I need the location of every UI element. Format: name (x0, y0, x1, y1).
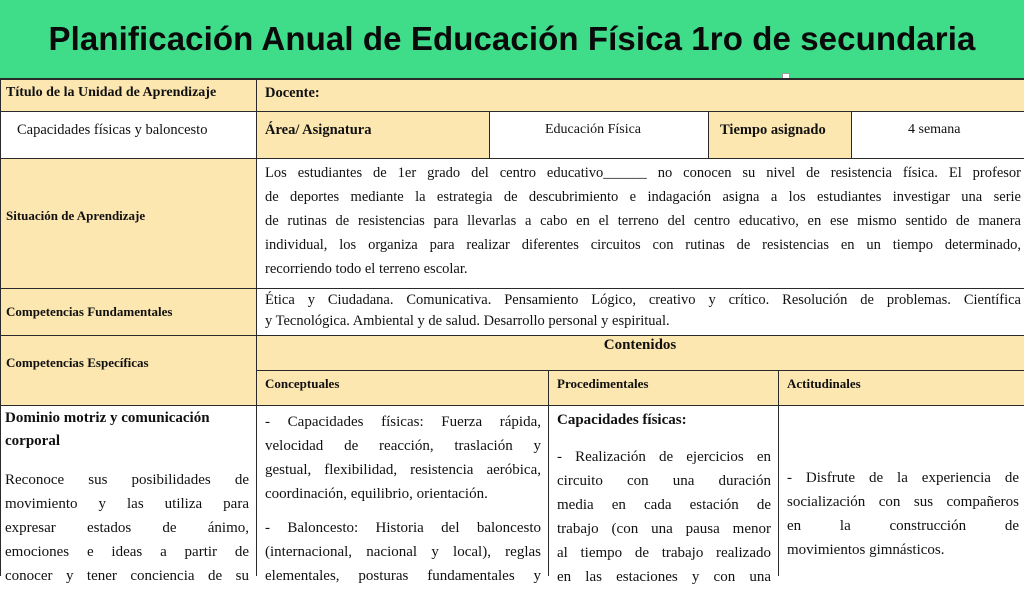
procedimentales-content-cell (548, 405, 778, 585)
table-border (256, 78, 257, 576)
area-label-cell (256, 111, 489, 158)
planning-table (0, 78, 1024, 585)
actitudinales-content-cell (778, 405, 1024, 576)
contenidos-cell (256, 335, 1024, 370)
table-border (489, 111, 490, 158)
dominio-cell (0, 405, 256, 584)
unit-title-label-cell (0, 78, 256, 111)
situacion-line: de rutinas de resistencias para llevarlas a cabo en el terreno del centro educativo, en ese mismo sentido de manera (265, 213, 1021, 229)
tiempo-label: Tiempo asignado (720, 122, 826, 138)
fundamentales-label: Competencias Fundamentales (6, 304, 173, 319)
conceptuales-line: gestual, flexibilidad, resistencia aeróbica, (265, 462, 541, 478)
dominio-line: expresar estados de ánimo, (5, 520, 249, 536)
table-border (0, 335, 1024, 336)
actitudinales-line: movimientos gimnásticos. (787, 542, 945, 558)
table-border (548, 370, 549, 576)
situacion-text-cell (256, 158, 1024, 288)
title-banner (0, 0, 1024, 78)
procedimentales-header-cell (548, 370, 778, 405)
table-border (0, 158, 1024, 159)
table-border (0, 405, 1024, 406)
table-border (778, 370, 779, 576)
actitudinales-header-cell (778, 370, 1024, 405)
procedimentales-line: trabajo (con una pausa menor (557, 521, 771, 537)
conceptuales-line: elementales, posturas fundamentales y (265, 568, 541, 584)
situacion-line: individual, los organiza para realizar diferentes circuitos con rutinas de resistencias en un tiempo determinado, (265, 237, 1021, 253)
conceptuales-line: coordinación, equilibrio, orientación. (265, 486, 488, 502)
situacion-line: Los estudiantes de 1er grado del centro educativo______ no conocen su nivel de resistencia física. El profesor (265, 165, 1021, 181)
table-border (708, 111, 709, 158)
conceptuales-line: - Baloncesto: Historia del baloncesto (265, 520, 541, 536)
situacion-line: de deportes mediante la estrategia de descubrimiento e indagación asigna a los estudiantes investigar una serie (265, 189, 1021, 205)
table-border (0, 288, 1024, 289)
table-border (0, 78, 1024, 80)
conceptuales-line: (internacional, nacional y local), reglas (265, 544, 541, 560)
dominio-line: conocer y tener conciencia de su (5, 568, 249, 584)
area-value: Educación Física (545, 122, 642, 137)
contenidos-label: Contenidos (603, 337, 677, 353)
conceptuales-line: - Capacidades físicas: Fuerza rápida, (265, 414, 541, 430)
docente-cell (256, 78, 1024, 111)
table-border (256, 370, 1024, 371)
actitudinales-line: en la construcción de (787, 518, 1019, 534)
table-border (0, 111, 1024, 112)
actitudinales-label: Actitudinales (787, 376, 861, 391)
tiempo-label-cell (708, 111, 851, 158)
procedimentales-label: Procedimentales (557, 376, 649, 391)
table-border (851, 111, 852, 158)
unit-title-value-cell (0, 111, 256, 158)
table-border (0, 78, 1, 576)
situacion-label: Situación de Aprendizaje (6, 208, 146, 223)
conceptuales-line: velocidad de reacción, traslación y (265, 438, 541, 454)
procedimentales-line: - Realización de ejercicios en (557, 449, 771, 465)
dominio-heading: corporal (5, 433, 60, 449)
fundamentales-line: y Tecnológica. Ambiental y de salud. Desarrollo personal y espiritual. (265, 313, 670, 329)
actitudinales-line: - Disfrute de la experiencia de (787, 470, 1019, 486)
tiempo-value: 4 semana (908, 122, 961, 137)
docente-label: Docente: (265, 85, 320, 101)
area-label: Área/ Asignatura (265, 122, 372, 138)
unit-title-label: Título de la Unidad de Aprendizaje (6, 85, 217, 100)
procedimentales-heading: Capacidades físicas: (557, 412, 687, 428)
actitudinales-line: socialización con sus compañeros (787, 494, 1019, 510)
dominio-line: movimiento y las utiliza para (5, 496, 249, 512)
dominio-line: emociones e ideas a partir de (5, 544, 249, 560)
fundamentales-line: Ética y Ciudadana. Comunicativa. Pensamiento Lógico, creativo y crítico. Resolución de problemas. Científica (265, 292, 1021, 308)
fundamentales-text-cell (256, 288, 1024, 335)
situacion-label-cell (0, 158, 256, 288)
conceptuales-content-cell (256, 405, 548, 584)
procedimentales-line: al tiempo de trabajo realizado (557, 545, 771, 561)
procedimentales-line: circuito con una duración (557, 473, 771, 489)
procedimentales-line: media en cada estación de (557, 497, 771, 513)
dominio-heading: Dominio motriz y comunicación (5, 410, 210, 426)
page-title: Planificación Anual de Educación Física 1ro de secundaria (48, 20, 976, 57)
unit-title-value: Capacidades físicas y baloncesto (17, 122, 208, 138)
dominio-line: Reconoce sus posibilidades de (5, 472, 249, 488)
procedimentales-line: en las estaciones y con una (557, 569, 771, 585)
especificas-label: Competencias Específicas (6, 355, 149, 370)
fundamentales-label-cell (0, 288, 256, 335)
situacion-line: recorriendo todo el terreno escolar. (265, 261, 468, 277)
conceptuales-label: Conceptuales (265, 376, 340, 391)
conceptuales-header-cell (256, 370, 548, 405)
area-value-cell (489, 111, 708, 158)
tiempo-value-cell (851, 111, 1024, 158)
especificas-label-cell (0, 335, 256, 405)
